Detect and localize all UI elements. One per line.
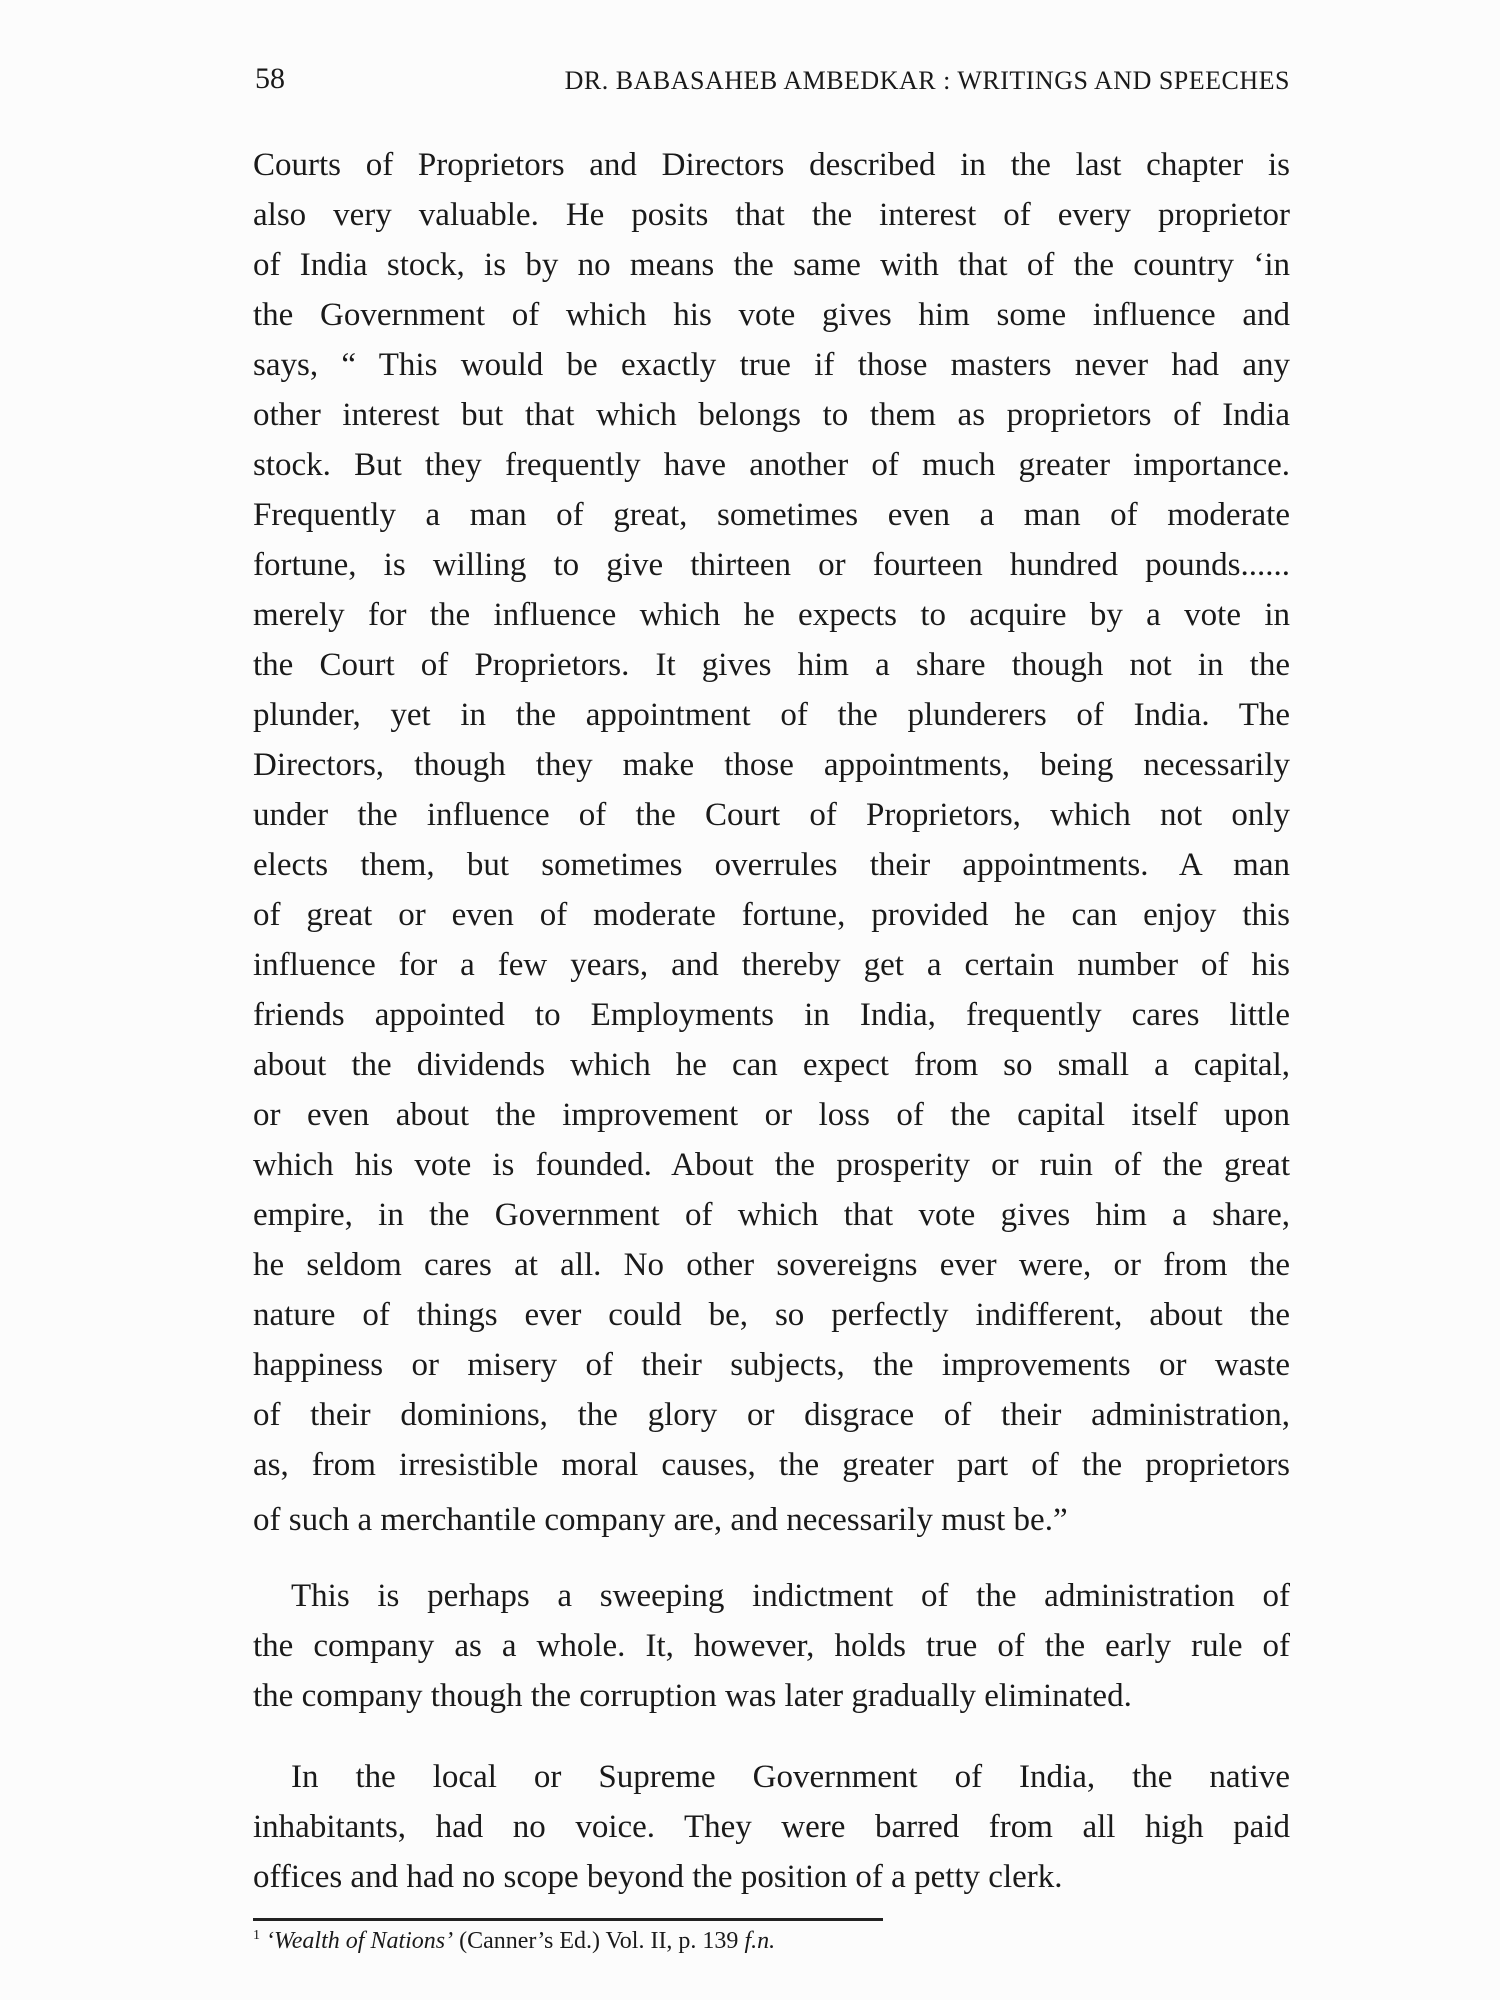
text-line: elects them, but sometimes overrules their appointments. A man [253,847,1290,883]
text-line: happiness or misery of their subjects, the improvements or waste [253,1347,1290,1383]
text-line: about the dividends which he can expect from so small a capital, [253,1047,1290,1083]
paragraph [253,1571,1290,1721]
text-line: also very valuable. He posits that the interest of every proprietor [253,197,1290,233]
text-line: the company as a whole. It, however, holds true of the early rule of [253,1628,1290,1664]
text-line: as, from irresistible moral causes, the greater part of the proprietors [253,1447,1290,1483]
footnote-abbr: f.n. [744,1928,776,1954]
text-line: merely for the influence which he expects to acquire by a vote in [253,597,1290,633]
running-title: DR. BABASAHEB AMBEDKAR : WRITINGS AND SPEECHES [564,66,1290,95]
body-text [253,140,1290,1902]
page-header [255,62,1290,102]
text-line: other interest but that which belongs to them as proprietors of India [253,397,1290,433]
footnote-title: ‘Wealth of Nations’ [266,1928,454,1954]
text-line: nature of things ever could be, so perfectly indifferent, about the [253,1297,1290,1333]
text-line: of India stock, is by no means the same with that of the country ‘in [253,247,1290,283]
footnote-marker: 1 [253,1928,260,1943]
text-line: fortune, is willing to give thirteen or fourteen hundred pounds...... [253,547,1290,583]
footnote [253,1928,775,1955]
page-number: 58 [255,62,285,95]
text-line: of great or even of moderate fortune, provided he can enjoy this [253,897,1290,933]
text-line: Frequently a man of great, sometimes even a man of moderate [253,497,1290,533]
text-line: In the local or Supreme Government of India, the native [291,1759,1290,1795]
text-line: friends appointed to Employments in India, frequently cares little [253,997,1290,1033]
text-line: of their dominions, the glory or disgrace of their administration, [253,1397,1290,1433]
text-line: inhabitants, had no voice. They were barred from all high paid [253,1809,1290,1845]
text-line: influence for a few years, and thereby get a certain number of his [253,947,1290,983]
text-line: he seldom cares at all. No other sovereigns ever were, or from the [253,1247,1290,1283]
text-line: the Court of Proprietors. It gives him a share though not in the [253,647,1290,683]
paragraph [253,1752,1290,1902]
text-line: of such a merchantile company are, and necessarily must be.” [253,1502,1068,1538]
text-line: stock. But they frequently have another of much greater importance. [253,447,1290,483]
footnote-citation: (Canner’s Ed.) Vol. II, p. 139 [453,1928,745,1954]
text-line: the Government of which his vote gives him some influence and [253,297,1290,333]
text-line: which his vote is founded. About the prosperity or ruin of the great [253,1147,1290,1183]
text-line: Directors, though they make those appointments, being necessarily [253,747,1290,783]
text-line: offices and had no scope beyond the position of a petty clerk. [253,1859,1063,1895]
paragraph-gap [253,1721,1290,1752]
text-line: This is perhaps a sweeping indictment of the administration of [291,1578,1290,1614]
text-line: under the influence of the Court of Proprietors, which not only [253,797,1290,833]
text-line: plunder, yet in the appointment of the plunderers of India. The [253,697,1290,733]
text-line: the company though the corruption was later gradually eliminated. [253,1678,1132,1714]
footnote-rule [253,1918,883,1921]
text-line: Courts of Proprietors and Directors described in the last chapter is [253,147,1290,183]
text-line: empire, in the Government of which that vote gives him a share, [253,1197,1290,1233]
paragraph [253,140,1290,1540]
text-line: or even about the improvement or loss of the capital itself upon [253,1097,1290,1133]
paragraph-gap [253,1540,1290,1571]
text-line: says, “ This would be exactly true if those masters never had any [253,347,1290,383]
